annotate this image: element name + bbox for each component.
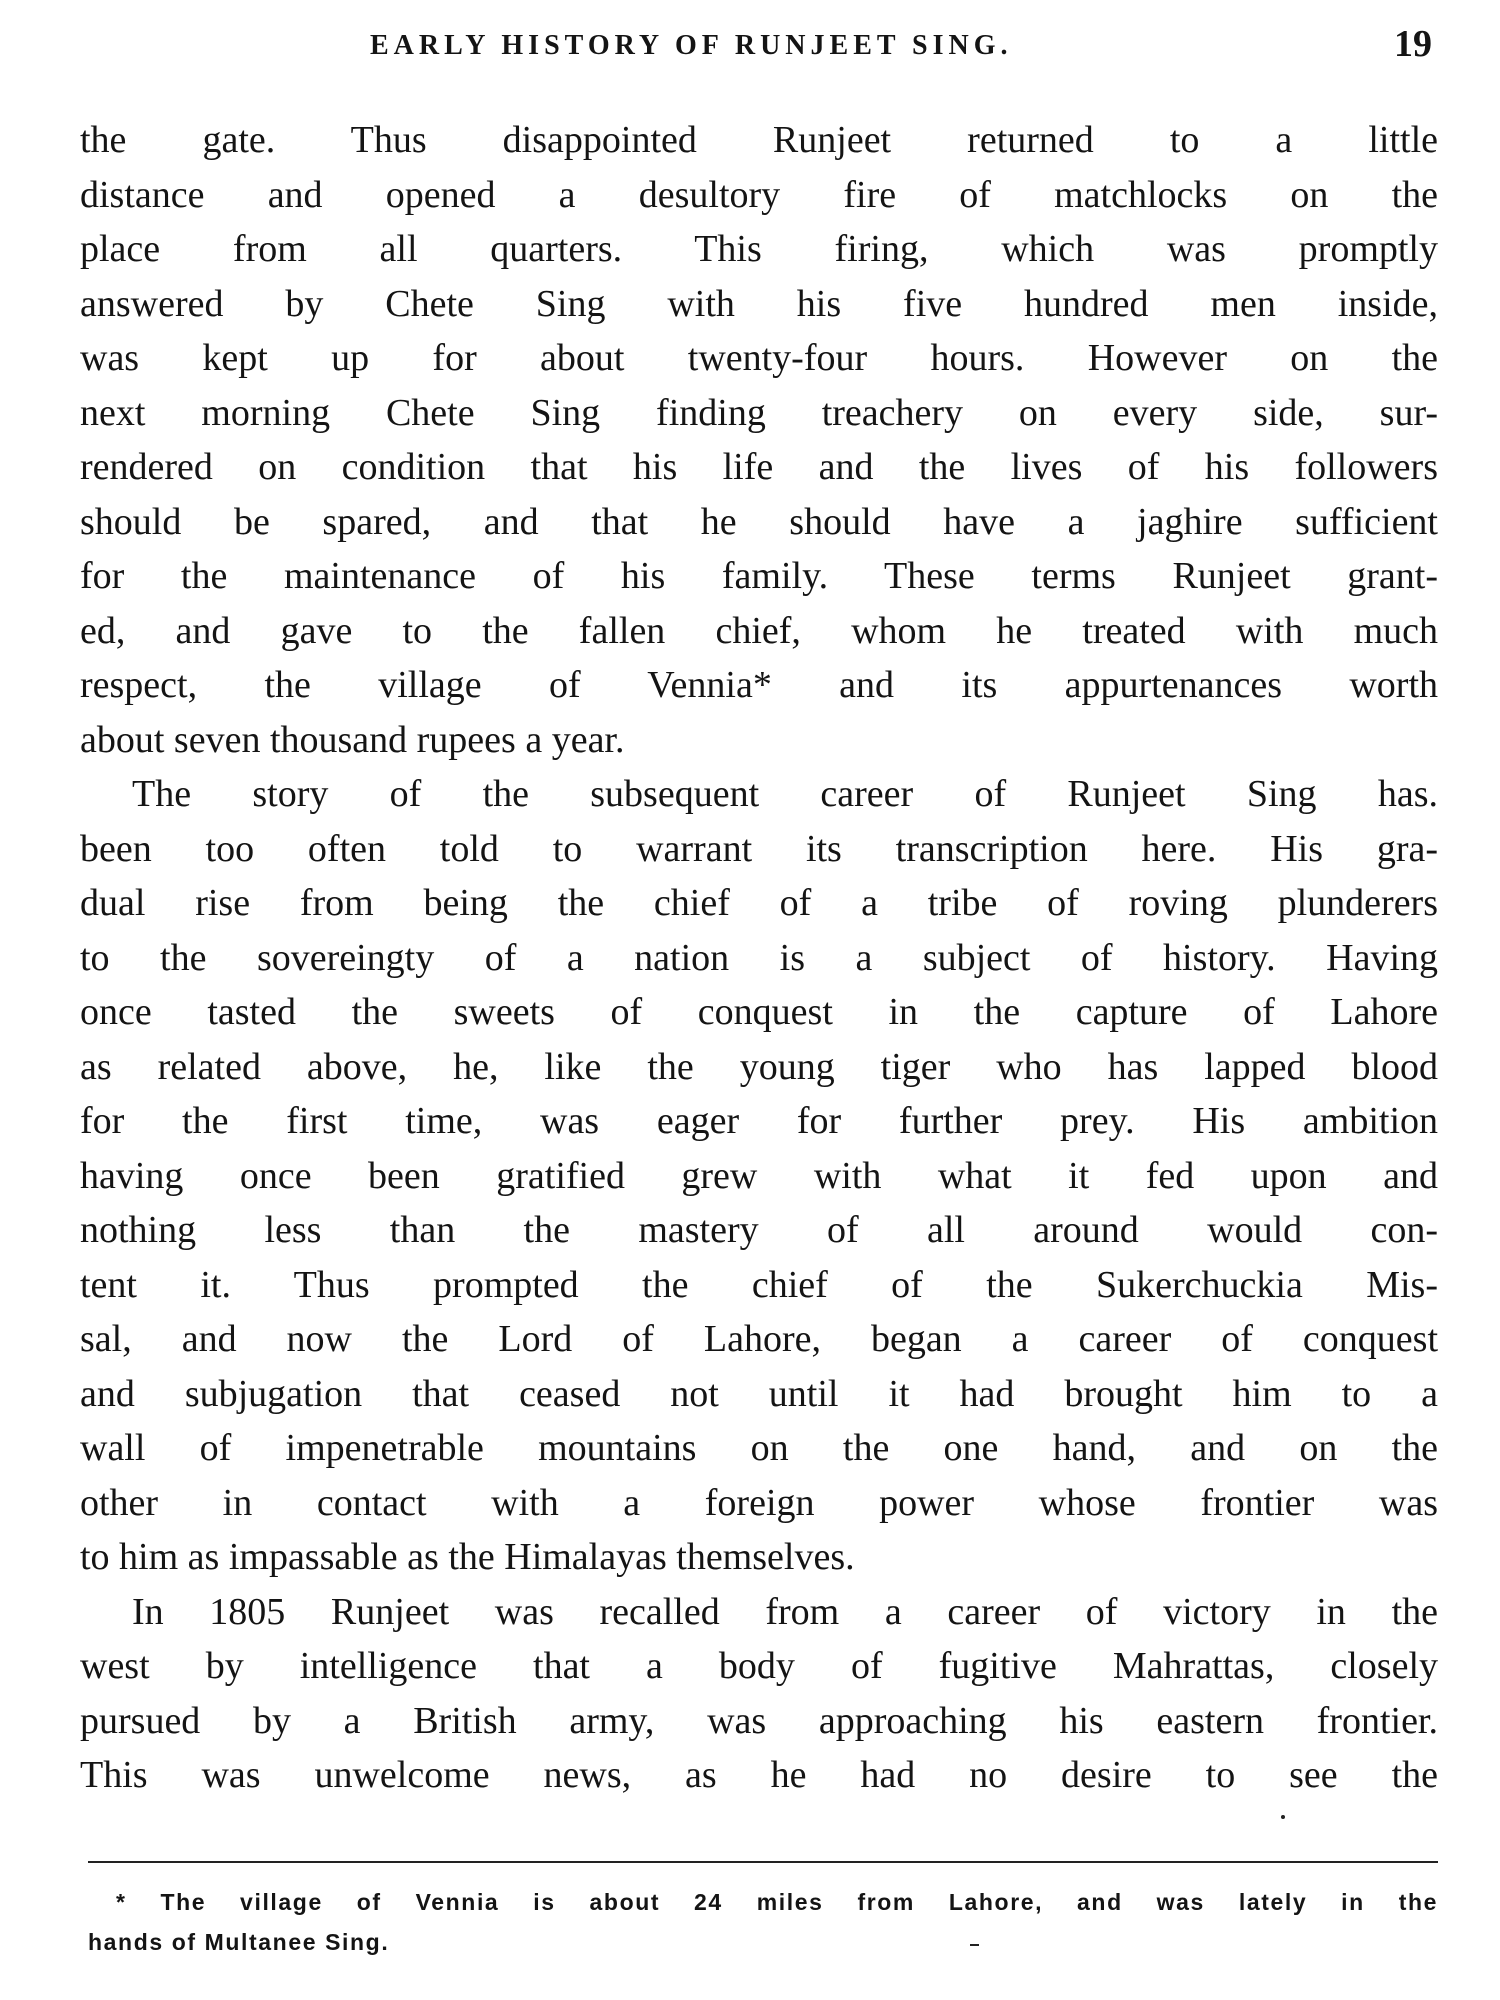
text-line: next morning Chete Sing finding treachery on every side, sur- [80,391,1438,434]
text-line: tent it. Thus prompted the chief of the Sukerchuckia Mis- [80,1263,1438,1306]
text-line: sal, and now the Lord of Lahore, began a career of conquest [80,1318,1438,1360]
footnote-rule [88,1861,1438,1863]
text-line: wall of impenetrable mountains on the one hand, and on the [80,1427,1438,1469]
paragraph-start-line: In 1805 Runjeet was recalled from a career of victory in the [132,1590,1438,1633]
text-line: having once been gratified grew with what it fed upon and [80,1154,1438,1197]
text-line: and subjugation that ceased not until it had brought him to a [80,1372,1438,1415]
page-number: 19 [1394,23,1432,65]
paragraph-start-line: The story of the subsequent career of Runjeet Sing has. [132,773,1438,815]
footnote-line: hands of Multanee Sing. [88,1929,390,1955]
text-line: ed, and gave to the fallen chief, whom he treated with much [80,609,1438,652]
text-line: rendered on condition that his life and the lives of his followers [80,446,1438,488]
text-line: as related above, he, like the young tiger who has lapped blood [80,1045,1438,1088]
text-line: should be spared, and that he should have a jaghire sufficient [80,500,1438,543]
text-line: the gate. Thus disappointed Runjeet returned to a little [80,119,1438,161]
text-line: answered by Chete Sing with his five hundred men inside, [80,282,1438,325]
running-head: EARLY HISTORY OF RUNJEET SING. [370,30,1013,61]
print-speck [1281,1815,1285,1819]
text-line: once tasted the sweets of conquest in the capture of Lahore [80,991,1438,1033]
text-line: west by intelligence that a body of fugitive Mahrattas, closely [80,1645,1438,1687]
text-line: to the sovereingty of a nation is a subject of history. Having [80,936,1438,979]
text-line: pursued by a British army, was approaching his eastern frontier. [80,1699,1438,1742]
text-line: to him as impassable as the Himalayas themselves. [80,1536,855,1578]
text-line: dual rise from being the chief of a tribe of roving plunderers [80,882,1438,924]
text-line: about seven thousand rupees a year. [80,718,625,761]
footnote [88,1882,1438,1962]
text-line: respect, the village of Vennia* and its appurtenances worth [80,664,1438,706]
body-text [80,113,1438,1803]
text-line: for the first time, was eager for further prey. His ambition [80,1100,1438,1142]
text-line: was kept up for about twenty-four hours. However on the [80,337,1438,379]
print-dash [970,1944,979,1946]
text-line: for the maintenance of his family. These terms Runjeet grant- [80,555,1438,597]
text-line: This was unwelcome news, as he had no desire to see the [80,1754,1438,1796]
text-line: other in contact with a foreign power whose frontier was [80,1481,1438,1524]
text-line: been too often told to warrant its transcription here. His gra- [80,827,1438,870]
footnote-line: * The village of Vennia is about 24 miles from Lahore, and was lately in the [116,1889,1438,1915]
text-line: nothing less than the mastery of all around would con- [80,1209,1438,1251]
text-line: distance and opened a desultory fire of matchlocks on the [80,173,1438,216]
text-line: place from all quarters. This firing, which was promptly [80,228,1438,270]
